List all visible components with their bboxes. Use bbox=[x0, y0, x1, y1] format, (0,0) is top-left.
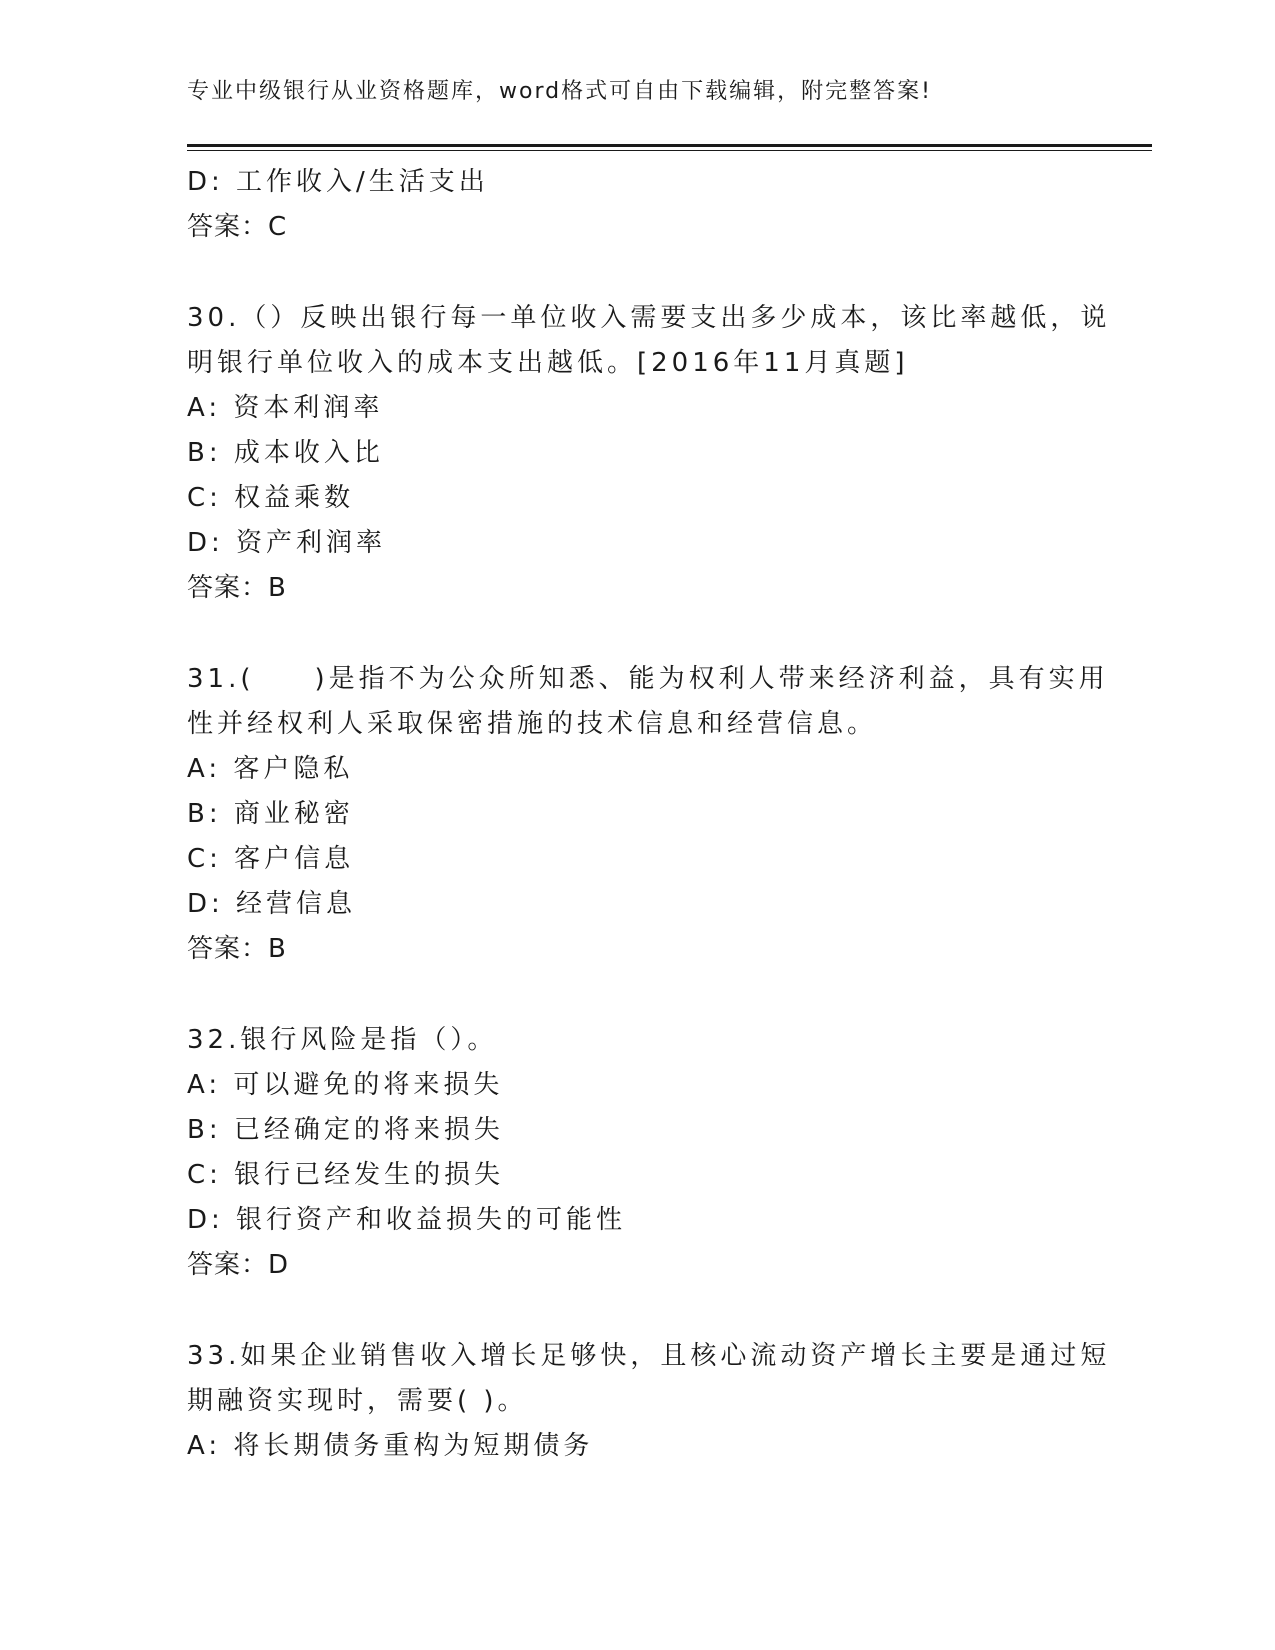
option-c: C: 客户信息 bbox=[187, 844, 355, 874]
header-rule-thick bbox=[187, 144, 1152, 147]
question-30 bbox=[187, 296, 1111, 611]
spacer bbox=[187, 1288, 1087, 1334]
question-stem: 30.（）反映出银行每一单位收入需要支出多少成本，该比率越低，说 bbox=[187, 303, 1111, 333]
spacer bbox=[187, 611, 1087, 657]
page-header: 专业中级银行从业资格题库，word格式可自由下载编辑，附完整答案! bbox=[187, 79, 932, 104]
question-stem: 31.( )是指不为公众所知悉、能为权利人带来经济利益，具有实用 bbox=[187, 664, 1109, 694]
answer-line: 答案：D bbox=[187, 1250, 290, 1280]
option-a: A: 客户隐私 bbox=[187, 754, 354, 784]
question-stem: 32.银行风险是指（）。 bbox=[187, 1025, 498, 1055]
option-d: D: 工作收入/生活支出 bbox=[187, 167, 489, 197]
option-c: C: 权益乘数 bbox=[187, 483, 355, 513]
option-b: B: 商业秘密 bbox=[187, 799, 354, 829]
option-a: A: 资本利润率 bbox=[187, 393, 384, 423]
option-d: D: 银行资产和收益损失的可能性 bbox=[187, 1205, 627, 1235]
header-rule-thin bbox=[187, 150, 1152, 151]
answer-line: 答案：C bbox=[187, 212, 288, 242]
option-a: A: 可以避免的将来损失 bbox=[187, 1070, 504, 1100]
question-33 bbox=[187, 1334, 1111, 1469]
question-stem-continued: 期融资实现时，需要( )。 bbox=[187, 1386, 528, 1416]
spacer bbox=[187, 250, 1087, 296]
question-stem: 33.如果企业销售收入增长足够快，且核心流动资产增长主要是通过短 bbox=[187, 1341, 1111, 1371]
question-content bbox=[187, 160, 1111, 1469]
option-c: C: 银行已经发生的损失 bbox=[187, 1160, 505, 1190]
question-32 bbox=[187, 1018, 1087, 1288]
option-d: D: 资产利润率 bbox=[187, 528, 387, 558]
option-d: D: 经营信息 bbox=[187, 889, 357, 919]
option-b: B: 已经确定的将来损失 bbox=[187, 1115, 504, 1145]
question-31 bbox=[187, 657, 1109, 972]
spacer bbox=[187, 972, 1087, 1018]
answer-line: 答案：B bbox=[187, 934, 287, 964]
answer-line: 答案：B bbox=[187, 573, 287, 603]
question-stem-continued: 明银行单位收入的成本支出越低。[2016年11月真题] bbox=[187, 348, 909, 378]
option-a: A: 将长期债务重构为短期债务 bbox=[187, 1431, 594, 1461]
option-b: B: 成本收入比 bbox=[187, 438, 384, 468]
question-stem-continued: 性并经权利人采取保密措施的技术信息和经营信息。 bbox=[187, 709, 878, 739]
